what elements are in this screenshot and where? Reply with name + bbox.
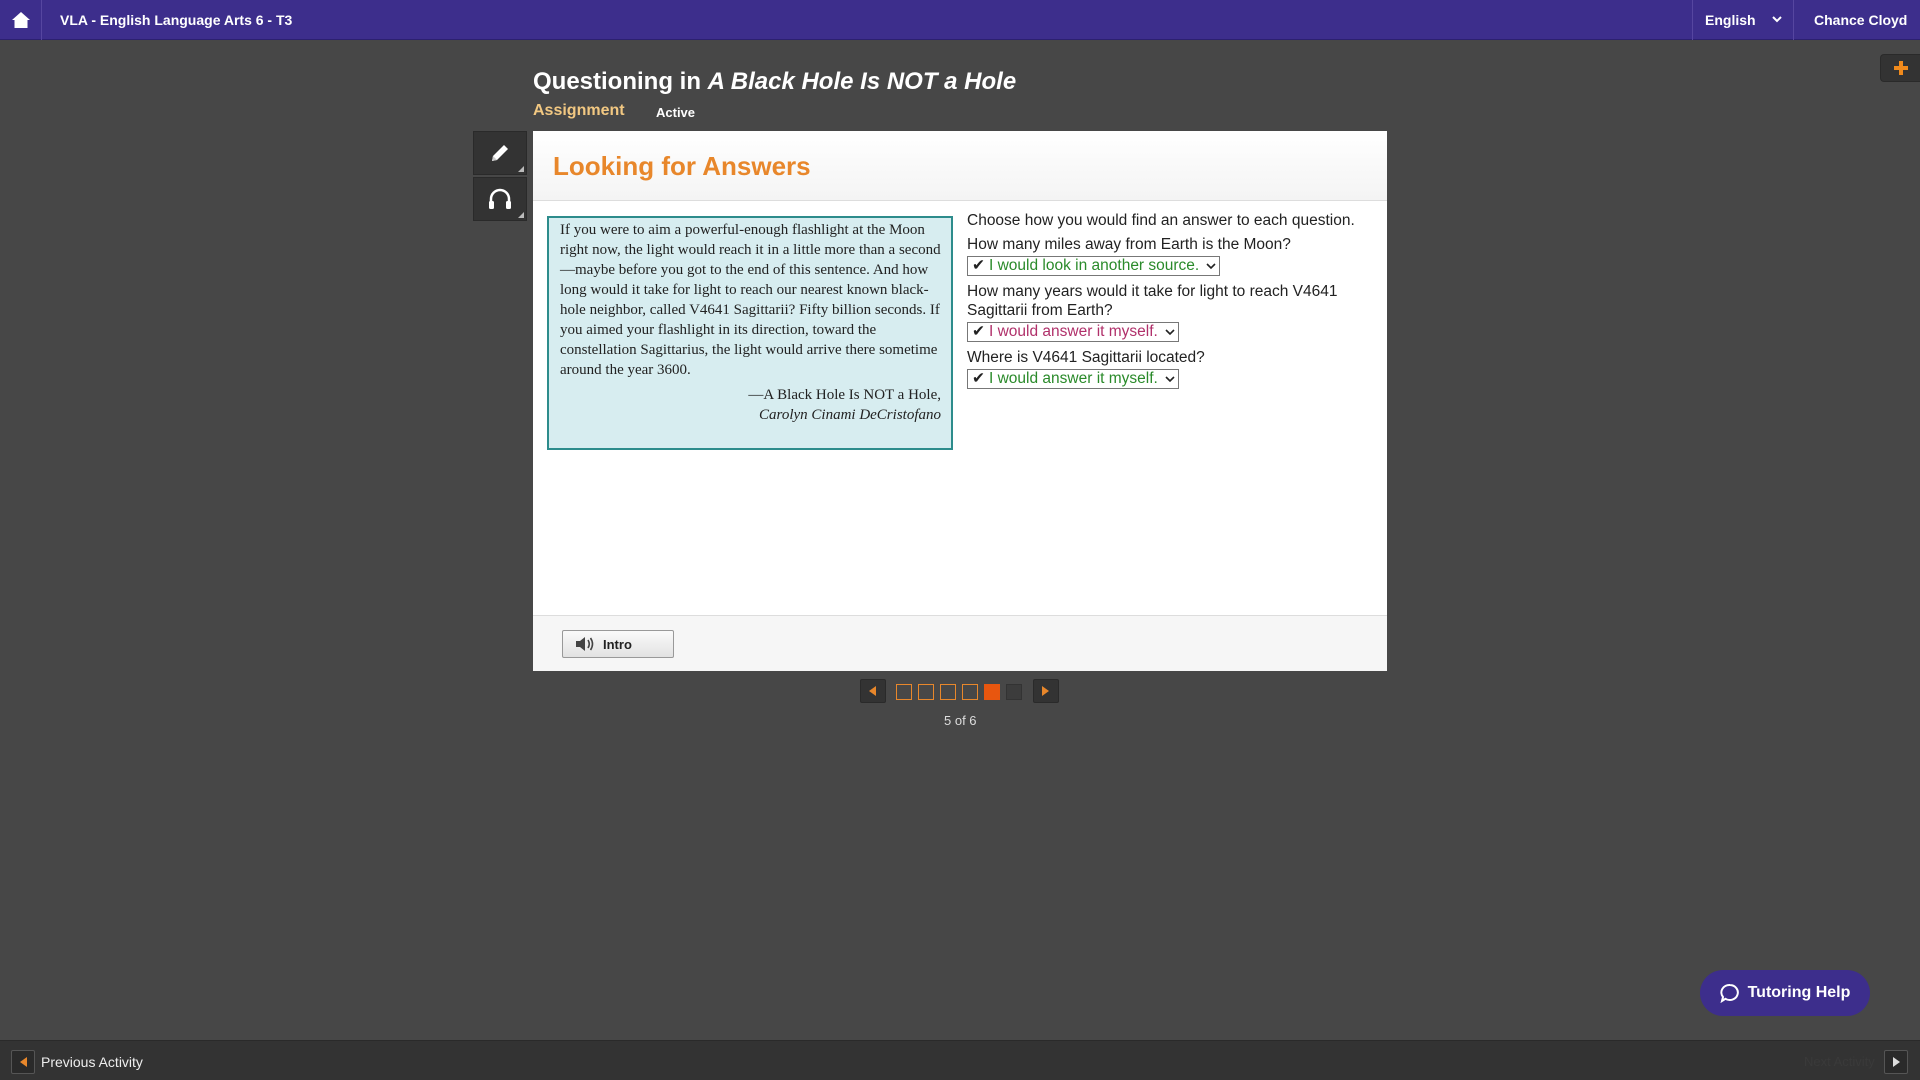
language-select[interactable]	[1692, 0, 1794, 40]
activity-card	[533, 131, 1387, 671]
activity-title	[533, 68, 1016, 96]
annotate-tool-button[interactable]	[473, 131, 527, 175]
status-badge: Active	[656, 105, 696, 120]
tutoring-help-label: Tutoring Help	[1747, 984, 1851, 1001]
triangle-right-icon	[1893, 1057, 1900, 1067]
intro-button-label: Intro	[603, 636, 632, 652]
citation-author: Carolyn Cinami DeCristofano	[759, 407, 941, 423]
plus-icon	[1894, 61, 1908, 75]
tool-corner-indicator	[518, 212, 524, 218]
question-list	[967, 211, 1377, 395]
previous-activity-button[interactable]	[11, 1050, 35, 1074]
page-indicator-1[interactable]	[896, 684, 912, 700]
answer-select[interactable]	[967, 256, 1220, 276]
page-indicator-2[interactable]	[918, 684, 934, 700]
top-bar	[0, 0, 1920, 40]
question-text: How many years would it take for light to reach V4641 Sagittarii from Earth?	[967, 283, 1338, 319]
user-name[interactable]: Chance Cloyd	[1814, 12, 1908, 28]
pencil-icon	[488, 141, 512, 165]
passage-text: If you were to aim a powerful-enough flashlight at the Moon right now, the light would reach it in a little more than a second—maybe before you got to the end of this sentence. And how long would it take for light to reach our nearest known black-hole neighbor, called V4641 Sagittarii? Fifty billion seconds. If you aimed your flashlight in its direction, toward the constellation Sagittarius, the light would arrive there sometime around the year 3600.	[560, 222, 941, 378]
tool-corner-indicator	[518, 166, 524, 172]
language-label: English	[1705, 12, 1756, 28]
card-footer	[533, 615, 1387, 671]
next-page-button[interactable]	[1033, 679, 1059, 703]
activity-book-title: A Black Hole Is NOT a Hole	[707, 68, 1017, 95]
home-button[interactable]	[0, 0, 42, 40]
question-text: Where is V4641 Sagittarii located?	[967, 349, 1205, 366]
activity-title-prefix: Questioning in	[533, 68, 708, 95]
chat-bubble-icon	[1720, 983, 1740, 1003]
answer-value: I would look in another source.	[989, 257, 1200, 274]
chevron-down-icon	[1165, 327, 1175, 337]
audio-tool-button[interactable]	[473, 177, 527, 221]
page-indicator-5[interactable]	[984, 684, 1000, 700]
bottom-bar	[0, 1040, 1920, 1080]
next-activity-label: Next Activity	[1804, 1054, 1875, 1069]
activity-type-label: Assignment	[533, 102, 625, 119]
triangle-left-icon	[869, 686, 877, 696]
check-icon: ✔	[972, 323, 985, 340]
page-indicator-6	[1006, 684, 1022, 700]
passage-excerpt	[547, 216, 953, 450]
intro-audio-button[interactable]	[562, 630, 674, 658]
triangle-left-icon	[20, 1057, 27, 1067]
page-indicator-4[interactable]	[962, 684, 978, 700]
card-heading: Looking for Answers	[553, 151, 811, 181]
chevron-down-icon	[1165, 374, 1175, 384]
check-icon: ✔	[972, 257, 985, 274]
citation-title: —A Black Hole Is NOT a Hole,	[748, 387, 941, 403]
page-indicator-3[interactable]	[940, 684, 956, 700]
course-title: VLA - English Language Arts 6 - T3	[60, 12, 293, 28]
home-icon	[11, 11, 31, 29]
answer-select[interactable]	[967, 369, 1179, 389]
speaker-icon	[575, 636, 595, 652]
headphones-icon	[487, 188, 513, 210]
check-icon: ✔	[972, 370, 985, 387]
answer-select[interactable]	[967, 322, 1179, 342]
next-activity-button[interactable]	[1884, 1050, 1908, 1074]
chevron-down-icon	[1771, 13, 1783, 25]
page-count: 5 of 6	[944, 713, 977, 728]
card-header	[533, 131, 1387, 201]
tutoring-help-button[interactable]	[1700, 970, 1870, 1016]
chevron-down-icon	[1206, 261, 1216, 271]
question-text: How many miles away from Earth is the Moon?	[967, 236, 1291, 253]
expand-panel-button[interactable]	[1880, 54, 1920, 82]
instructions: Choose how you would find an answer to each question.	[967, 212, 1355, 229]
triangle-right-icon	[1042, 686, 1050, 696]
previous-page-button[interactable]	[860, 679, 886, 703]
answer-value: I would answer it myself.	[989, 323, 1158, 340]
answer-value: I would answer it myself.	[989, 370, 1158, 387]
passage-citation	[560, 385, 941, 425]
previous-activity-label[interactable]: Previous Activity	[41, 1054, 143, 1070]
